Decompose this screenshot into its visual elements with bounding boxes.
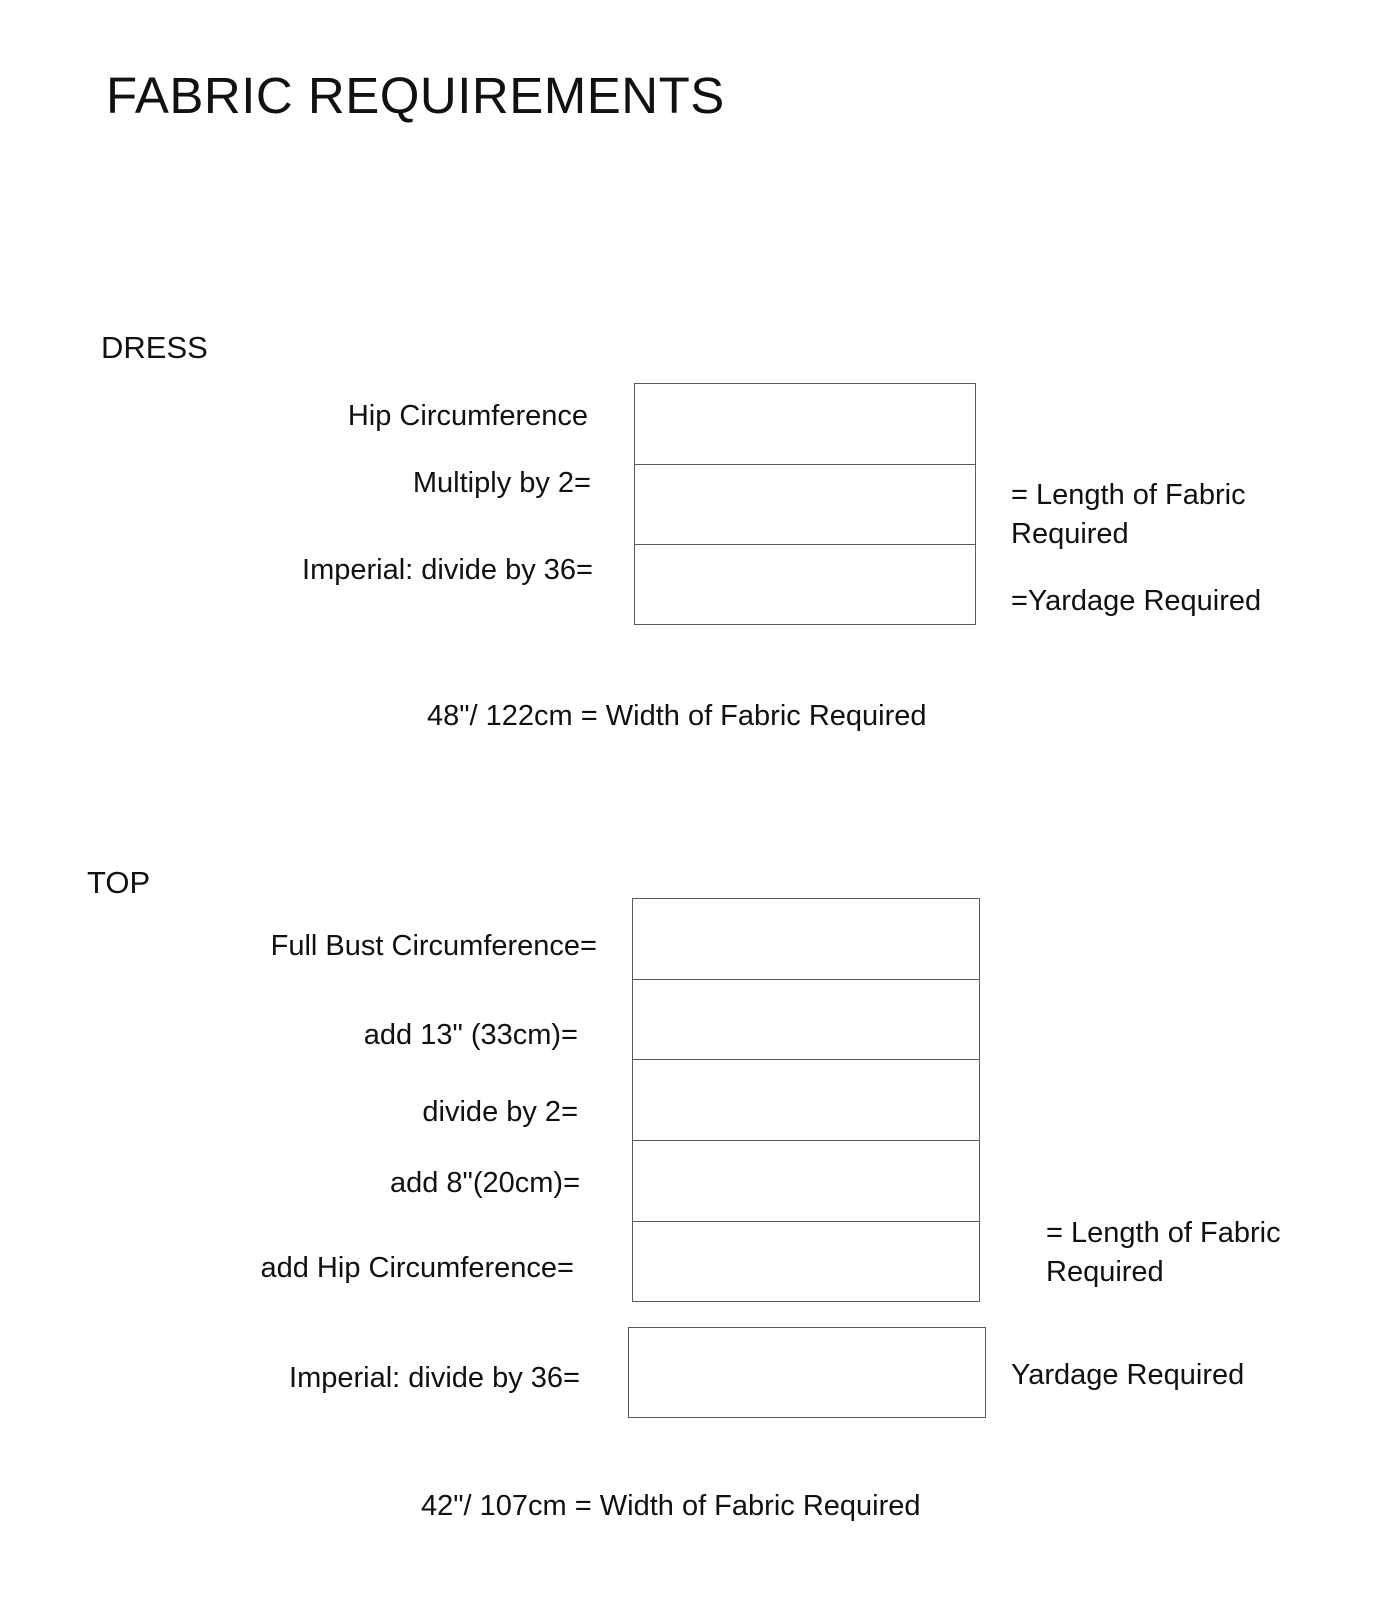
top-divide-by-2-label: divide by 2= — [422, 1096, 578, 1128]
dress-hip-circumference-field[interactable] — [634, 383, 976, 465]
top-heading: TOP — [87, 865, 151, 900]
dress-multiply-label: Multiply by 2= — [412, 467, 591, 499]
top-full-bust-label: Full Bust Circumference= — [270, 930, 597, 962]
top-add-8-field[interactable] — [632, 1140, 980, 1222]
top-length-field[interactable] — [632, 1221, 980, 1302]
dress-yardage-note: =Yardage Required — [1011, 585, 1262, 617]
top-full-bust-field[interactable] — [632, 898, 980, 980]
dress-imperial-divide-label: Imperial: divide by 36= — [302, 554, 593, 586]
top-divide-by-2-field[interactable] — [632, 1059, 980, 1141]
page-title: FABRIC REQUIREMENTS — [106, 67, 725, 124]
top-add-13-field[interactable] — [632, 979, 980, 1060]
top-add-hip-label: add Hip Circumference= — [260, 1252, 574, 1284]
dress-width-note: 48"/ 122cm = Width of Fabric Required — [427, 700, 927, 732]
top-imperial-divide-label: Imperial: divide by 36= — [289, 1362, 580, 1394]
top-yardage-note: Yardage Required — [1011, 1359, 1245, 1391]
top-yardage-field[interactable] — [628, 1327, 986, 1418]
dress-hip-circumference-label: Hip Circumference — [347, 400, 588, 432]
top-length-note: = Length of Fabric Required — [1046, 1217, 1281, 1288]
top-width-note: 42"/ 107cm = Width of Fabric Required — [421, 1490, 921, 1522]
dress-yardage-field[interactable] — [634, 544, 976, 625]
dress-heading: DRESS — [101, 330, 208, 365]
dress-multiply-field[interactable] — [634, 464, 976, 545]
dress-length-note: = Length of Fabric Required — [1011, 479, 1246, 550]
top-add-13-label: add 13" (33cm)= — [363, 1019, 578, 1051]
top-add-8-label: add 8"(20cm)= — [389, 1167, 580, 1199]
